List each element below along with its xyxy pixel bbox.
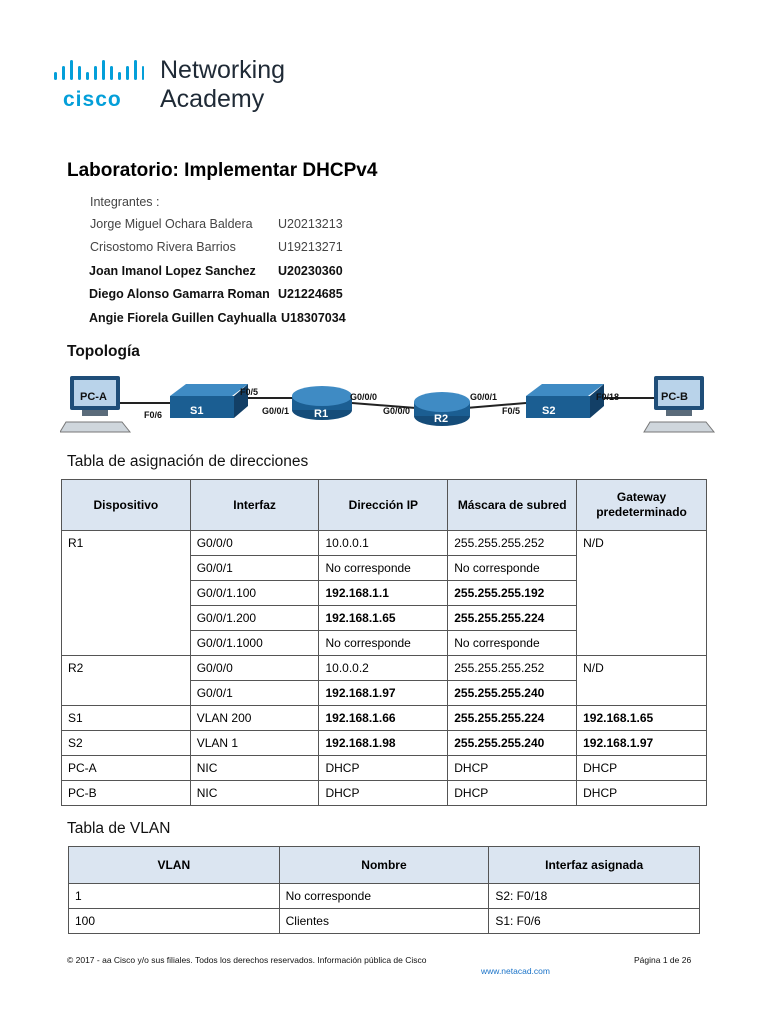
device-cell: R1 <box>62 531 191 656</box>
interface-cell: G0/0/1.1000 <box>190 631 319 656</box>
port-label: F0/6 <box>144 410 163 420</box>
device-cell: S1 <box>62 706 191 731</box>
table-header-row <box>62 480 707 531</box>
r2-label: R2 <box>434 413 449 425</box>
member-id: U20230360 <box>278 264 343 278</box>
switch-s2-icon <box>526 384 604 418</box>
vlan-id-cell: 1 <box>69 884 280 909</box>
gateway-cell: DHCP <box>577 756 707 781</box>
device-cell: PC-B <box>62 781 191 806</box>
topology-diagram <box>60 370 720 440</box>
column-header: Dispositivo <box>62 480 191 531</box>
vlan-name-cell: Clientes <box>279 909 489 934</box>
interface-cell: G0/0/0 <box>190 531 319 556</box>
mask-cell: 255.255.255.240 <box>448 731 577 756</box>
table-header-row <box>69 847 700 884</box>
ip-cell: No corresponde <box>319 631 448 656</box>
interface-cell: G0/0/1.200 <box>190 606 319 631</box>
vlan-interface-cell: S1: F0/6 <box>489 909 700 934</box>
cisco-bars-icon <box>52 60 144 86</box>
interface-cell: VLAN 1 <box>190 731 319 756</box>
port-label: G0/0/0 <box>350 392 378 402</box>
page-title: Laboratorio: Implementar DHCPv4 <box>67 160 378 181</box>
gateway-cell: 192.168.1.65 <box>577 706 707 731</box>
table-row <box>62 656 707 681</box>
port-label: G0/0/0 <box>383 406 411 416</box>
vlan-name-cell: No corresponde <box>279 884 489 909</box>
ip-cell: DHCP <box>319 756 448 781</box>
gateway-cell: N/D <box>577 531 707 656</box>
table-row <box>62 531 707 556</box>
vlan-heading: Tabla de VLAN <box>67 820 171 837</box>
interface-cell: NIC <box>190 781 319 806</box>
r1-label: R1 <box>314 408 329 420</box>
member-id: U21224685 <box>278 287 343 301</box>
mask-cell: No corresponde <box>448 631 577 656</box>
column-header: Dirección IP <box>319 480 448 531</box>
switch-s1-icon <box>170 384 248 418</box>
vlan-table <box>68 846 700 934</box>
pc-b-label: PC-B <box>661 391 688 403</box>
cisco-wordmark: cisco <box>63 88 122 111</box>
pc-b-icon <box>644 376 714 432</box>
members-label: Integrantes : <box>90 195 160 209</box>
column-header: Nombre <box>279 847 489 884</box>
column-header: VLAN <box>69 847 280 884</box>
vlan-interface-cell: S2: F0/18 <box>489 884 700 909</box>
ip-cell: 192.168.1.65 <box>319 606 448 631</box>
interface-cell: G0/0/1.100 <box>190 581 319 606</box>
ip-cell: 192.168.1.97 <box>319 681 448 706</box>
pc-a-label: PC-A <box>80 391 107 403</box>
mask-cell: DHCP <box>448 756 577 781</box>
interface-cell: VLAN 200 <box>190 706 319 731</box>
column-header: Interfaz <box>190 480 319 531</box>
member-name: Joan Imanol Lopez Sanchez <box>89 264 256 278</box>
ip-cell: No corresponde <box>319 556 448 581</box>
member-name: Crisostomo Rivera Barrios <box>90 240 236 254</box>
table-row <box>62 781 707 806</box>
column-header: Gateway predeterminado <box>577 480 707 531</box>
ip-cell: 10.0.0.2 <box>319 656 448 681</box>
member-id: U19213271 <box>278 240 343 254</box>
device-cell: PC-A <box>62 756 191 781</box>
pc-a-icon <box>60 376 130 432</box>
table-row <box>62 731 707 756</box>
member-name: Diego Alonso Gamarra Roman <box>89 287 270 301</box>
footer-link[interactable]: www.netacad.com <box>481 966 550 976</box>
column-header: Máscara de subred <box>448 480 577 531</box>
interface-cell: G0/0/1 <box>190 681 319 706</box>
addressing-table <box>61 479 707 806</box>
mask-cell: 255.255.255.224 <box>448 706 577 731</box>
gateway-cell: N/D <box>577 656 707 706</box>
mask-cell: No corresponde <box>448 556 577 581</box>
member-id: U20213213 <box>278 217 343 231</box>
interface-cell: G0/0/1 <box>190 556 319 581</box>
footer-copyright: © 2017 - aa Cisco y/o sus filiales. Todos los derechos reservados. Información pública de Cisco <box>67 955 427 965</box>
table-row <box>62 756 707 781</box>
device-cell: S2 <box>62 731 191 756</box>
gateway-cell: DHCP <box>577 781 707 806</box>
gateway-cell: 192.168.1.97 <box>577 731 707 756</box>
mask-cell: DHCP <box>448 781 577 806</box>
addressing-heading: Tabla de asignación de direcciones <box>67 453 309 470</box>
logo-networking-text: Networking <box>160 56 286 84</box>
ip-cell: 10.0.0.1 <box>319 531 448 556</box>
logo-academy-text: Academy <box>160 85 265 113</box>
member-id: U18307034 <box>281 311 346 325</box>
member-name: Jorge Miguel Ochara Baldera <box>90 217 253 231</box>
ip-cell: 192.168.1.98 <box>319 731 448 756</box>
table-row <box>62 706 707 731</box>
vlan-id-cell: 100 <box>69 909 280 934</box>
cisco-networking-academy-logo <box>52 56 312 116</box>
interface-cell: NIC <box>190 756 319 781</box>
mask-cell: 255.255.255.240 <box>448 681 577 706</box>
mask-cell: 255.255.255.224 <box>448 606 577 631</box>
ip-cell: 192.168.1.66 <box>319 706 448 731</box>
s1-label: S1 <box>190 405 204 417</box>
mask-cell: 255.255.255.192 <box>448 581 577 606</box>
s2-label: S2 <box>542 405 556 417</box>
interface-cell: G0/0/0 <box>190 656 319 681</box>
ip-cell: 192.168.1.1 <box>319 581 448 606</box>
mask-cell: 255.255.255.252 <box>448 656 577 681</box>
footer-page-number: Página 1 de 26 <box>634 955 692 965</box>
port-label: G0/0/1 <box>470 392 498 402</box>
mask-cell: 255.255.255.252 <box>448 531 577 556</box>
table-row <box>69 884 700 909</box>
topology-heading: Topología <box>67 343 140 360</box>
port-label: G0/0/1 <box>262 406 290 416</box>
column-header: Interfaz asignada <box>489 847 700 884</box>
ip-cell: DHCP <box>319 781 448 806</box>
port-label: F0/18 <box>596 392 620 402</box>
table-row <box>69 909 700 934</box>
port-label: F0/5 <box>240 387 259 397</box>
device-cell: R2 <box>62 656 191 706</box>
port-label: F0/5 <box>502 406 521 416</box>
member-name: Angie Fiorela Guillen Cayhualla <box>89 311 277 325</box>
